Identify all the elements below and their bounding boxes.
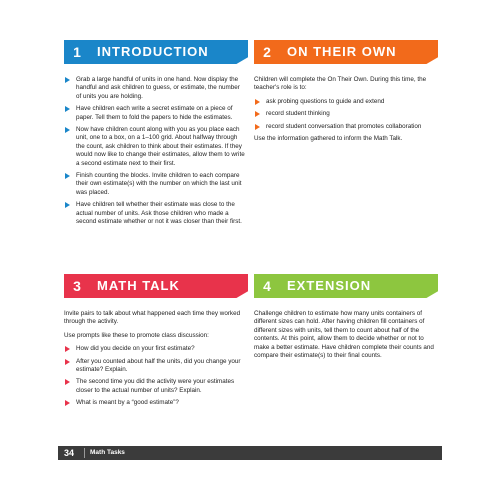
list-item: What is meant by a “good estimate”? [64,399,246,407]
arrow-bullet-icon [255,99,260,105]
arrow-bullet-icon [255,124,260,130]
section-header-introduction [64,40,246,64]
list-item: Finish counting the blocks. Invite children to each compare their own estimate(s) with the number on which the last unit was placed. [64,172,246,197]
section-intro: Children will complete the On Their Own. During this time, the teacher's role is to: [254,76,427,92]
list-item: The second time you did the activity were your estimates closer to the actual number of units? Explain. [64,378,246,395]
section-body [254,310,436,360]
section-intro: Invite pairs to talk about what happened each time they worked through the activity. [64,310,241,326]
arrow-bullet-icon [255,111,260,117]
section-title: EXTENSION [287,278,372,293]
section-body [64,310,246,408]
section-header-on-their-own [254,40,436,64]
section-title: INTRODUCTION [97,44,209,59]
footer-divider [84,448,85,458]
arrow-bullet-icon [65,202,70,208]
list-item: How did you decide on your first estimate? [64,345,246,353]
arrow-bullet-icon [65,106,70,112]
section-title: MATH TALK [97,278,180,293]
list-item: record student conversation that promotes collaboration [254,123,436,131]
arrow-bullet-icon [65,77,70,83]
prompt-intro: Use prompts like these to promote class discussion: [64,331,209,339]
section-title: ON THEIR OWN [287,44,397,59]
arrow-bullet-icon [65,359,70,365]
section-introduction [64,40,246,231]
list-item: After you counted about half the units, did you change your estimate? Explain. [64,358,246,375]
arrow-bullet-icon [65,346,70,352]
section-number: 2 [263,44,271,60]
arrow-bullet-icon [65,400,70,406]
section-number: 1 [73,44,81,60]
section-header-extension [254,274,436,298]
section-number: 3 [73,278,81,294]
section-body [64,76,246,227]
list-item: Grab a large handful of units in one hand. Now display the handful and ask children to guess, or estimate, the number of units you are holding. [64,76,246,101]
list-item: Have children each write a secret estimate on a piece of paper. Tell them to fold the papers to hide the estimates. [64,105,246,122]
extension-text: Challenge children to estimate how many units containers of different sizes can hold. After having children fill containers of different sizes with units, tell them to count about half of the contents. At this point, allow them to decide whether or not to make a better estimate. Have children complete their counts and compare their estimate(s) to their final counts. [254,310,434,360]
section-header-math-talk [64,274,246,298]
book-title: Math Tasks [90,449,125,456]
list-item: Now have children count along with you as you place each unit, one to a box, on a 1–100 grid. About halfway through the count, ask children to think about their estimates. If they would now like to change their estimates, allow them to write a second estimate next to their first. [64,126,246,168]
arrow-bullet-icon [65,173,70,179]
section-body [254,76,436,143]
list-item: record student thinking [254,110,436,118]
section-number: 4 [263,278,271,294]
section-extension [254,274,436,365]
section-math-talk [64,274,246,412]
arrow-bullet-icon [65,379,70,385]
page-footer [58,446,442,460]
page-number: 34 [64,448,75,458]
arrow-bullet-icon [65,127,70,133]
list-item: Have children tell whether their estimate was close to the actual number of units. Ask those children who made a second estimate whether or not it was closer than their first. [64,201,246,226]
page [58,16,442,462]
section-outro: Use the information gathered to inform the Math Talk. [254,135,403,143]
section-on-their-own [254,40,436,148]
list-item: ask probing questions to guide and extend [254,98,436,106]
